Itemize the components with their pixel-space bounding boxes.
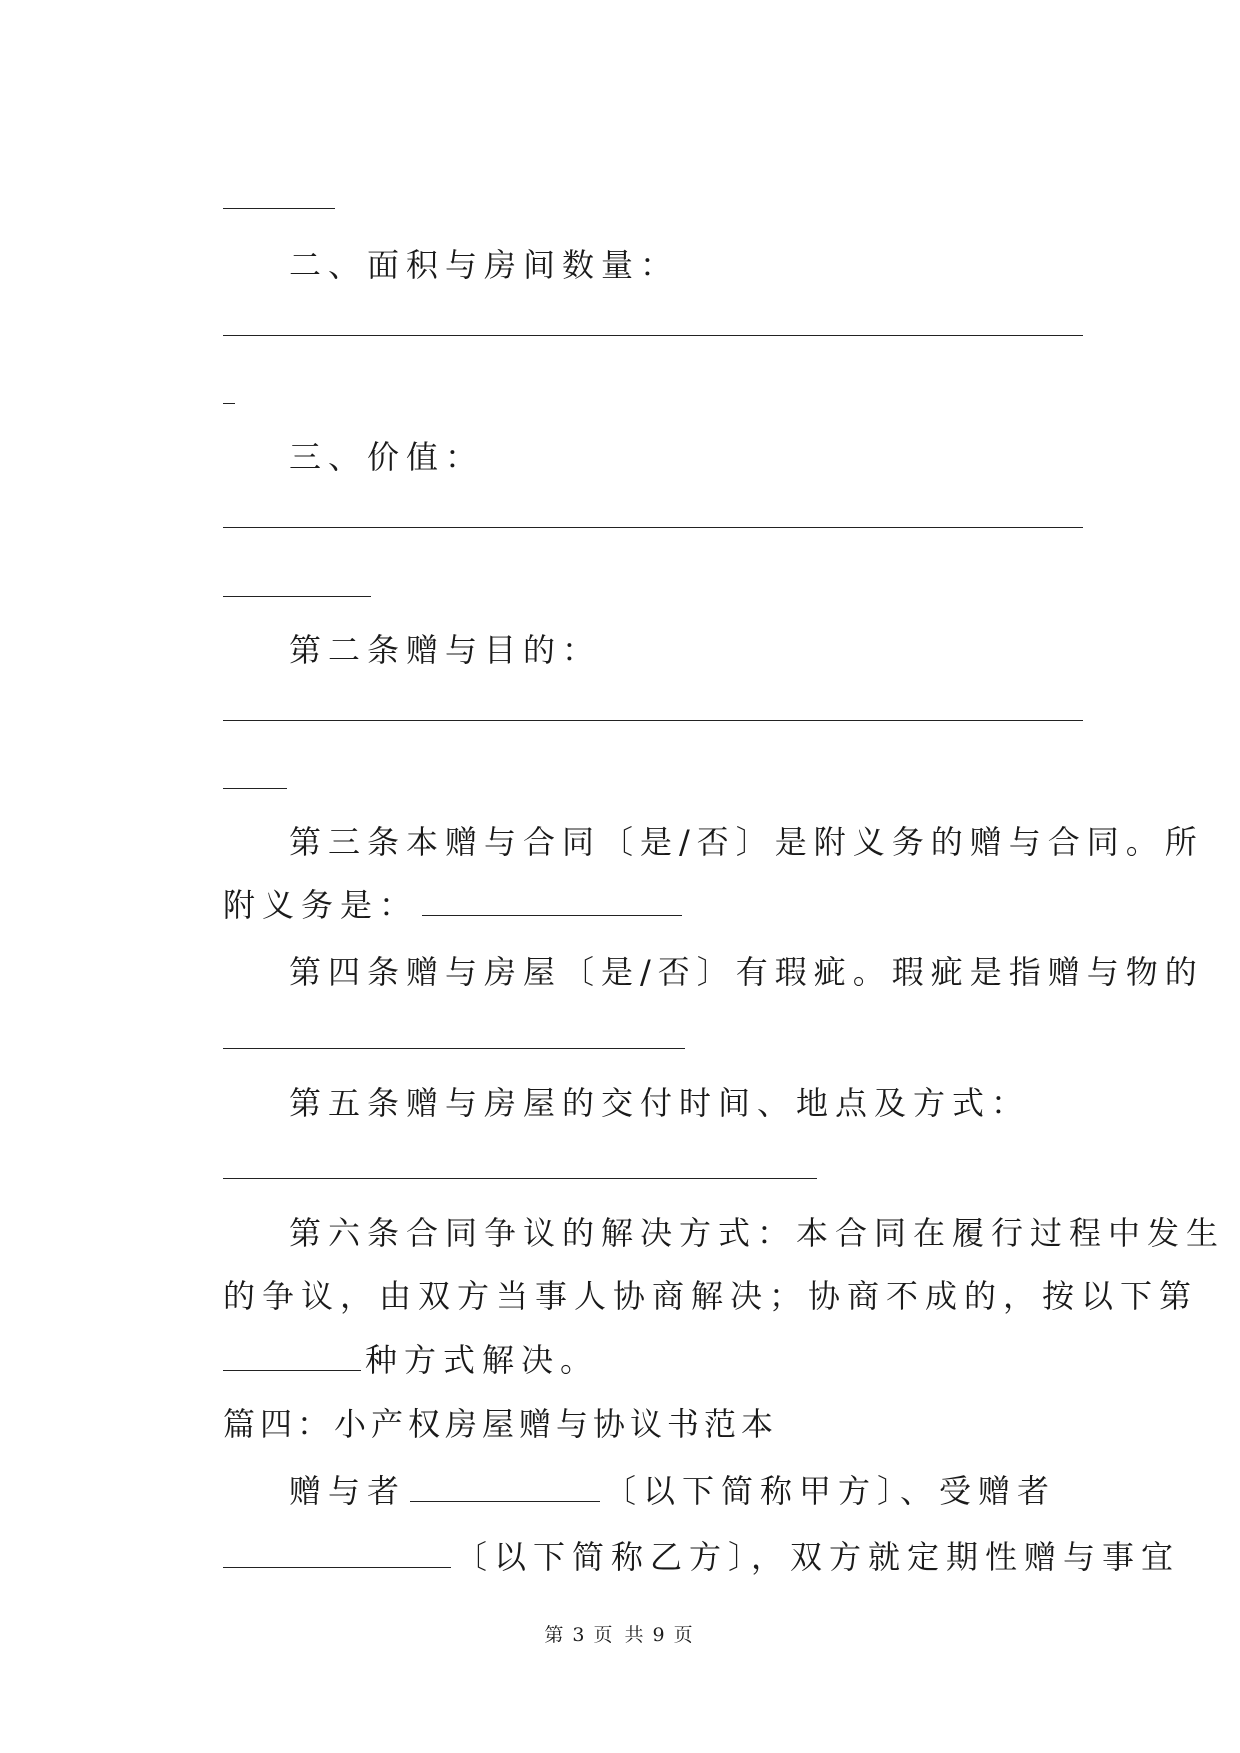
donor-suffix: 〔以下简称甲方〕、受赠者 <box>604 1472 1057 1510</box>
donor-line <box>289 1471 1056 1511</box>
value-label: 三、价值： <box>289 438 485 476</box>
fill-blank <box>422 885 682 916</box>
footer-current-page: 3 <box>572 1624 588 1646</box>
footer-prefix: 第 <box>544 1624 567 1646</box>
fill-blank-line <box>223 788 287 789</box>
article-2: 第二条赠与目的： <box>289 631 602 669</box>
fill-blank-line <box>223 335 1083 336</box>
fill-blank-line <box>223 1178 817 1179</box>
page-footer <box>0 1620 1240 1647</box>
article-6-line-3 <box>223 1340 599 1380</box>
part-4-title: 篇四：小产权房屋赠与协议书范本 <box>223 1405 779 1443</box>
footer-total-pages: 9 <box>652 1624 668 1646</box>
fill-blank-line <box>223 1048 685 1049</box>
article-3-line-1: 第三条本赠与合同〔是/否〕是附义务的赠与合同。所 <box>289 823 1204 861</box>
fill-blank <box>223 1537 451 1568</box>
donor-label: 赠与者 <box>289 1472 407 1510</box>
fill-blank-line <box>223 403 235 404</box>
fill-blank-line <box>223 208 335 209</box>
fill-blank <box>223 1340 361 1371</box>
donee-line <box>223 1537 1180 1577</box>
article-5: 第五条赠与房屋的交付时间、地点及方式： <box>289 1084 1031 1122</box>
article-3-line-2 <box>223 885 686 925</box>
footer-middle: 页 共 <box>593 1624 647 1646</box>
fill-blank-line <box>223 527 1083 528</box>
footer-suffix: 页 <box>673 1624 696 1646</box>
article-3-obligation-label: 附义务是： <box>223 886 419 924</box>
fill-blank-line <box>223 720 1083 721</box>
article-6-method-text: 种方式解决。 <box>365 1341 600 1379</box>
fill-blank-line <box>223 596 371 597</box>
fill-blank <box>410 1471 600 1502</box>
article-6-line-2: 的争议，由双方当事人协商解决；协商不成的，按以下第 <box>223 1277 1199 1315</box>
donee-suffix: 〔以下简称乙方〕，双方就定期性赠与事宜 <box>455 1538 1181 1576</box>
article-6-line-1: 第六条合同争议的解决方式：本合同在履行过程中发生 <box>289 1214 1226 1252</box>
area-label: 二、面积与房间数量： <box>289 246 680 284</box>
article-4: 第四条赠与房屋〔是/否〕有瑕疵。瑕疵是指赠与物的 <box>289 953 1204 991</box>
